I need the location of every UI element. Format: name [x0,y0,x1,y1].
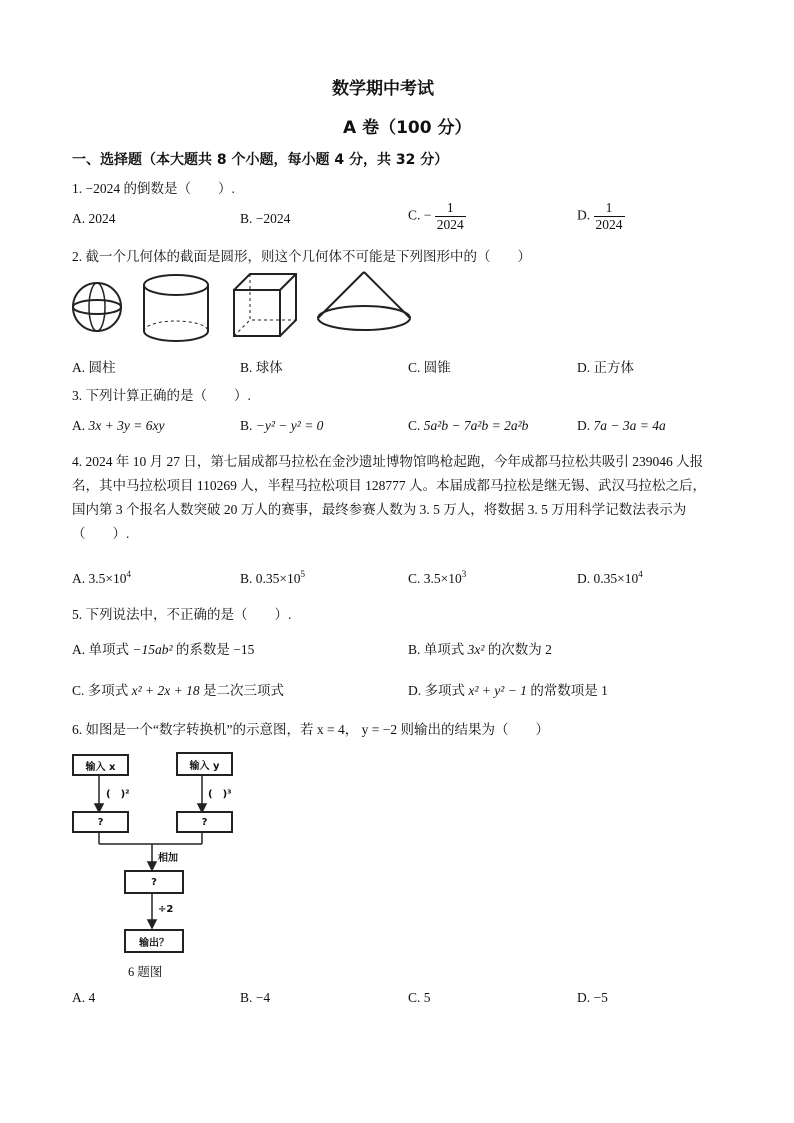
result-y-box: ? [176,811,233,833]
q1-option-d[interactable] [577,200,625,233]
q4-b-base: 0.35×10 [255,571,301,586]
paper-subtitle: A 卷（100 分） [343,118,472,138]
q4-b-exponent: 5 [300,569,306,579]
q6-option-b[interactable]: B. −4 [240,990,271,1005]
q5-a-suffix: 的系数是 −15 [172,642,255,657]
q1-number: 1. [72,181,86,196]
q3-a-label: A. [72,418,89,433]
q3-b-expression: −y² − y² = 0 [255,418,324,433]
q4-d-base: 0.35×10 [593,571,639,586]
q4-option-d[interactable] [577,569,643,587]
q5-a-prefix: A. 单项式 [72,642,133,657]
cone-icon [318,272,410,330]
q3-b-label: B. [240,418,256,433]
input-y-box: 输入 y [176,752,233,776]
q4-d-exponent: 4 [638,569,643,579]
question-5-stem: 5. 下列说法中，不正确的是（ ）. [72,607,292,622]
q1-c-label: C. [408,207,424,223]
q5-option-b[interactable] [408,638,552,658]
q3-a-expression: 3x + 3y = 6xy [88,418,165,433]
q5-c-suffix: 是二次三项式 [199,683,285,698]
q4-c-base: 3.5×10 [423,571,462,586]
question-6-stem: 6. 如图是一个“数字转换机”的示意图，若 x = 4， y = −2 则输出的结果为（ ） [72,722,549,737]
question-3-stem: 3. 下列计算正确的是（ ）. [72,388,251,403]
q3-option-c[interactable] [408,418,528,434]
sum-box: ? [124,870,184,894]
cube-operation-label: ( )³ [208,789,232,800]
cylinder-icon [144,275,208,341]
q5-c-math: x² + 2x + 18 [131,683,200,698]
q3-option-b[interactable] [240,418,323,434]
q1-option-a[interactable] [72,211,116,227]
sphere-icon [73,283,121,331]
q1-b-label: B. [240,211,256,226]
q1-suffix: 的倒数是（ ）. [120,181,235,196]
q5-d-math: x² + y² − 1 [468,683,527,698]
q5-a-math: −15ab² [132,642,173,657]
input-x-box: 输入 x [72,754,129,776]
q6-flowchart [72,748,238,958]
q4-option-b[interactable] [240,569,305,587]
divide-operation-label: ÷2 [158,904,174,915]
q1-d-numerator: 1 [605,200,613,215]
q1-c-denominator: 2024 [436,217,464,232]
question-2-stem: 2. 截一个几何体的截面是圆形，则这个几何体不可能是下列图形中的（ ） [72,249,531,264]
q4-d-label: D. [577,571,594,586]
q3-d-label: D. [577,418,594,433]
square-operation-label: ( )² [106,789,130,800]
q3-d-expression: 7a − 3a = 4a [593,418,666,433]
q5-b-prefix: B. 单项式 [408,642,468,657]
q5-d-prefix: D. 多项式 [408,683,469,698]
figure-caption: 6 题图 [128,965,163,979]
q2-option-b[interactable]: B. 球体 [240,360,283,375]
q4-option-a[interactable] [72,569,131,587]
q5-b-suffix: 的次数为 2 [484,642,552,657]
q4-b-label: B. [240,571,256,586]
question-4-stem: 4. 2024 年 10 月 27 日，第七届成都马拉松在金沙遗址博物馆鸣枪起跑，今年成都马拉松共吸引 239046 人报名，其中马拉松项目 110269 人，半程马拉松项目 128777 人。本届成都马拉松是继无锡、武汉马拉松之后，国内第 3 个报名人数突破 20 万人的赛事，最终参赛人数为 3. 5 万人，将数据 3. 5 万用科学记数法表示为（ ）. [72,454,706,541]
section-heading: 一、选择题（本大题共 8 个小题，每小题 4 分，共 32 分） [72,152,449,168]
q3-c-expression: 5a²b − 7a²b = 2a²b [423,418,529,433]
q5-c-prefix: C. 多项式 [72,683,132,698]
q1-d-denominator: 2024 [595,217,623,232]
q1-a-label: A. [72,211,89,226]
q1-option-c[interactable] [408,200,466,233]
q5-option-d[interactable] [408,679,608,699]
add-operation-label: 相加 [158,853,178,864]
q1-d-fraction [594,200,625,233]
cube-icon [234,274,296,336]
exam-title: 数学期中考试 [332,79,434,99]
q1-a-value: 2024 [88,211,116,226]
q3-option-a[interactable] [72,418,164,434]
result-x-box: ? [72,811,129,833]
q5-b-math: 3x² [467,642,485,657]
q4-c-label: C. [408,571,424,586]
output-box: 输出？ [124,929,184,953]
q1-c-sign: − [423,207,432,223]
q4-a-exponent: 4 [126,569,131,579]
flowchart-connectors [72,748,238,958]
q4-c-exponent: 3 [461,569,467,579]
q1-c-fraction [435,200,466,233]
q6-option-a[interactable]: A. 4 [72,990,96,1005]
question-1-stem [72,177,235,197]
q2-option-a[interactable]: A. 圆柱 [72,360,116,375]
q2-solids-figure [72,268,412,346]
q4-a-label: A. [72,571,89,586]
q4-a-base: 3.5×10 [88,571,127,586]
q6-option-c[interactable]: C. 5 [408,990,431,1005]
q2-option-c[interactable]: C. 圆锥 [408,360,451,375]
q1-option-b[interactable] [240,211,290,227]
q5-option-c[interactable] [72,679,284,699]
q1-b-value: −2024 [255,211,291,226]
q3-option-d[interactable] [577,418,666,434]
q1-number-value: −2024 [85,181,121,196]
q2-option-d[interactable]: D. 正方体 [577,360,634,375]
q3-c-label: C. [408,418,424,433]
q1-d-label: D. [577,207,594,223]
q5-d-suffix: 的常数项是 1 [526,683,608,698]
q1-c-numerator: 1 [446,200,454,215]
q4-option-c[interactable] [408,569,466,587]
q6-option-d[interactable]: D. −5 [577,990,608,1005]
q5-option-a[interactable] [72,638,254,658]
